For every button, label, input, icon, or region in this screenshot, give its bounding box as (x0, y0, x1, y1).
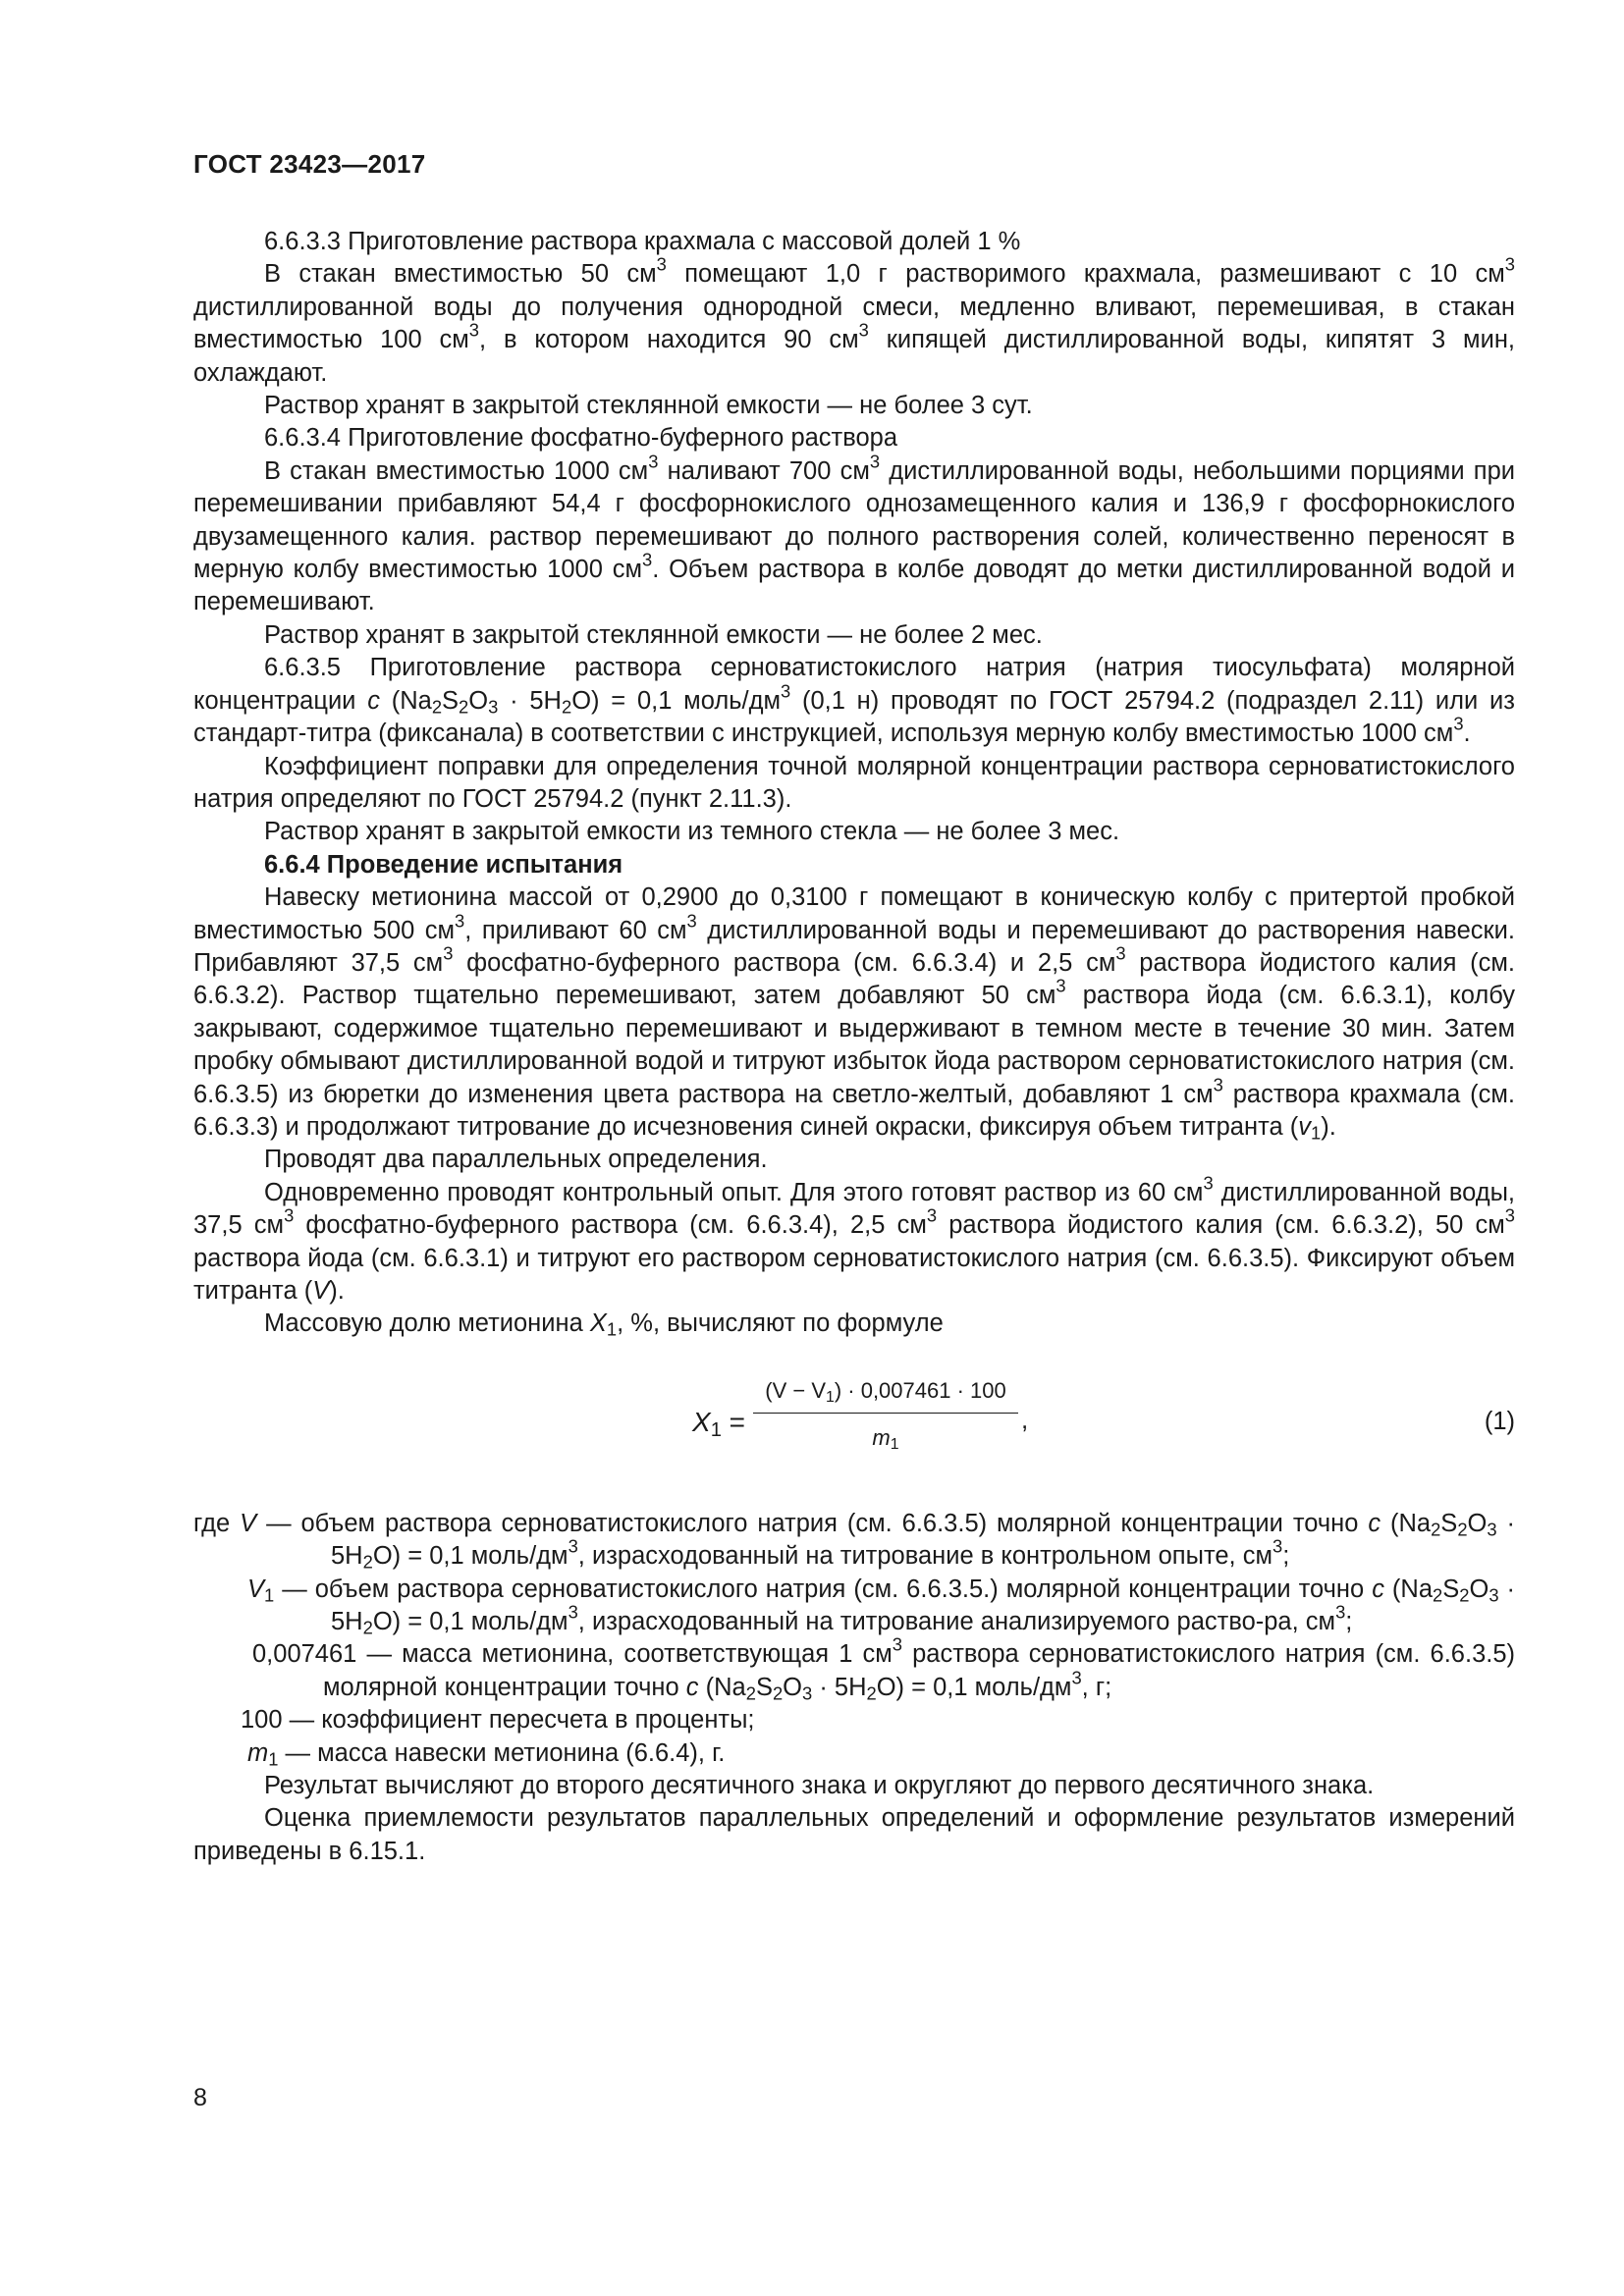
paragraph-correction-factor: Коэффициент поправки для определения точной молярной концентрации раствора серноватистокислого натрия определяют по ГОСТ 25794.2 (пункт 2.11.3). (193, 752, 1515, 813)
document-body (193, 226, 1515, 1868)
section-heading-6-6-4: 6.6.4 Проведение испытания (264, 850, 623, 879)
paragraph-test-procedure: Навеску метионина массой от 0,2900 до 0,3100 г помещают в коническую колбу с притертой пробкой вместимостью 500 $см^3$, приливают 60 $см^3$ дистиллированной воды и перемешивают до растворения навески. Прибавляют 37,5 $см^3$ фосфатно-буферного раствора (см. 6.6.3.4) и 2,5 $см^3$ раствора йодистого калия (см. 6.6.3.2). Раствор тщательно перемешивают, затем добавляют 50 $см^3$ раствора йода (см. 6.6.3.1), колбу закрывают, содержимое тщательно перемешивают и выдерживают в темном месте в течение 30 мин. Затем пробку обмывают дистиллированной водой и титруют избыток йода раствором серноватистокислого натрия (см. 6.6.3.5) из бюретки до изменения цвета раствора на светло-желтый, добавляют 1 $см^3$ раствора крахмала (см. 6.6.3.3) и продолжают титрование до исчезновения синей окраски, фиксируя объем титранта $(v_1)$. (193, 883, 1515, 1144)
paragraph-acceptability: Оценка приемлемости результатов параллельных определений и оформление результатов измерений приведены в 6.15.1. (193, 1804, 1515, 1865)
formula-lhs: $X_1$ = (692, 1406, 746, 1441)
paragraph-formula-intro: Массовую долю метионина $X_1$, %, вычисляют по формуле (264, 1309, 944, 1340)
paragraph-buffer-prep: В стакан вместимостью 1000 $см^3$ наливают 700 $см^3$ дистиллированной воды, небольшими порциями при перемешивании прибавляют 54,4 г фосфорнокислого однозамещенного калия и 136,9 г фосфорнокислого двузамещенного калия. раствор перемешивают до полного растворения солей, количественно переносят в мерную колбу вместимостью 1000 $см^3$. Объем раствора в колбе доводят до метки дистиллированной водой и перемешивают. (193, 451, 1516, 616)
document-header: ГОСТ 23423—2017 (193, 149, 426, 179)
paragraph-rounding: Результат вычисляют до второго десятичного знака и округляют до первого десятичного знака. (264, 1772, 1375, 1800)
formula-number: (1) (1484, 1407, 1515, 1435)
formula-comma: , (1021, 1404, 1029, 1434)
paragraph-starch-storage: Раствор хранят в закрытой стеклянной емкости — не более 3 сут. (264, 392, 1033, 420)
paragraph-starch-prep: В стакан вместимостью 50 $см^3$ помещают 1,0 г растворимого крахмала, размешивают с 10 $см^3$ дистиллированной воды до получения однородной смеси, медленно вливают, перемешивая, в стакан вместимостью 100 $см^3$, в котором находится 90 $см^3$ кипящей дистиллированной воды, кипятят 3 мин, охлаждают. (193, 254, 1516, 387)
legend-item-V: где V — объем раствора серноватистокислого натрия (см. 6.6.3.5) молярной концентрации точно c $(Na_2S_2O_3 \cdot 5H_2O) = 0,1$ моль/$дм^3$, израсходованный на титрование в контрольном опыте, $см^3$; (193, 1509, 1515, 1573)
paragraph-6-6-3-3: 6.6.3.3 Приготовление раствора крахмала с массовой долей 1 % (264, 228, 1021, 255)
legend-item-100: 100 — коэффициент пересчета в проценты; (241, 1706, 755, 1735)
legend-item-m1: $m_1$ — масса навески метионина (6.6.4), г. (247, 1738, 726, 1770)
formula-fraction (753, 1374, 1018, 1455)
legend-item-coefficient: 0,007461 — масса метионина, соответствующая 1 $см^3$ раствора серноватистокислого натрия (см. 6.6.3.5) молярной концентрации точно c $(Na_2S_2O_3 \cdot 5H_2O) = 0,1$ моль/$дм^3$, г; (252, 1634, 1516, 1704)
paragraph-parallel: Проводят два параллельных определения. (264, 1146, 768, 1174)
paragraph-6-6-3-5: 6.6.3.5 Приготовление раствора серноватистокислого натрия (натрия тиосульфата) молярной концентрации c $(Na_2S_2O_3 \cdot 5H_2O) = 0,1$ моль/$дм^3$ (0,1 н) проводят по ГОСТ 25794.2 (подраздел 2.11) или из стандарт-титра (фиксанала) в соответствии с инструкцией, используя мерную колбу вместимостью 1000 $см^3$. (193, 654, 1515, 748)
formula-numerator: $(V - V_1) \cdot 0,007461 \cdot 100$ (753, 1374, 1018, 1414)
paragraph-thiosulfate-storage: Раствор хранят в закрытой емкости из темного стекла — не более 3 мес. (264, 818, 1120, 846)
legend-item-V1: $V_1$ — объем раствора серноватистокислого натрия (см. 6.6.3.5.) молярной концентрации точно c $(Na_2S_2O_3 \cdot 5H_2O) = 0,1$ моль/$дм^3$, израсходованный на титрование анализируемого раство-ра, $см^3$; (247, 1575, 1516, 1638)
page-number: 8 (193, 2084, 207, 2111)
paragraph-buffer-storage: Раствор хранят в закрытой стеклянной емкости — не более 2 мес. (264, 620, 1043, 649)
formula-legend (193, 1508, 1515, 1770)
paragraph-6-6-3-4: 6.6.3.4 Приготовление фосфатно-буферного раствора (264, 424, 898, 453)
formula-1 (193, 1366, 1515, 1482)
paragraph-control-test: Одновременно проводят контрольный опыт. Для этого готовят раствор из 60 $см^3$ дистиллированной воды, 37,5 $см^3$ фосфатно-буферного раствора (см. 6.6.3.4), 2,5 $см^3$ раствора йодистого калия (см. 6.6.3.2), 50 $см^3$ раствора йода (см. 6.6.3.1) и титруют его раствором серноватистокислого натрия (см. 6.6.3.5). Фиксируют объем титранта (V). (193, 1172, 1515, 1305)
formula-denominator: $m_1$ (872, 1425, 899, 1454)
